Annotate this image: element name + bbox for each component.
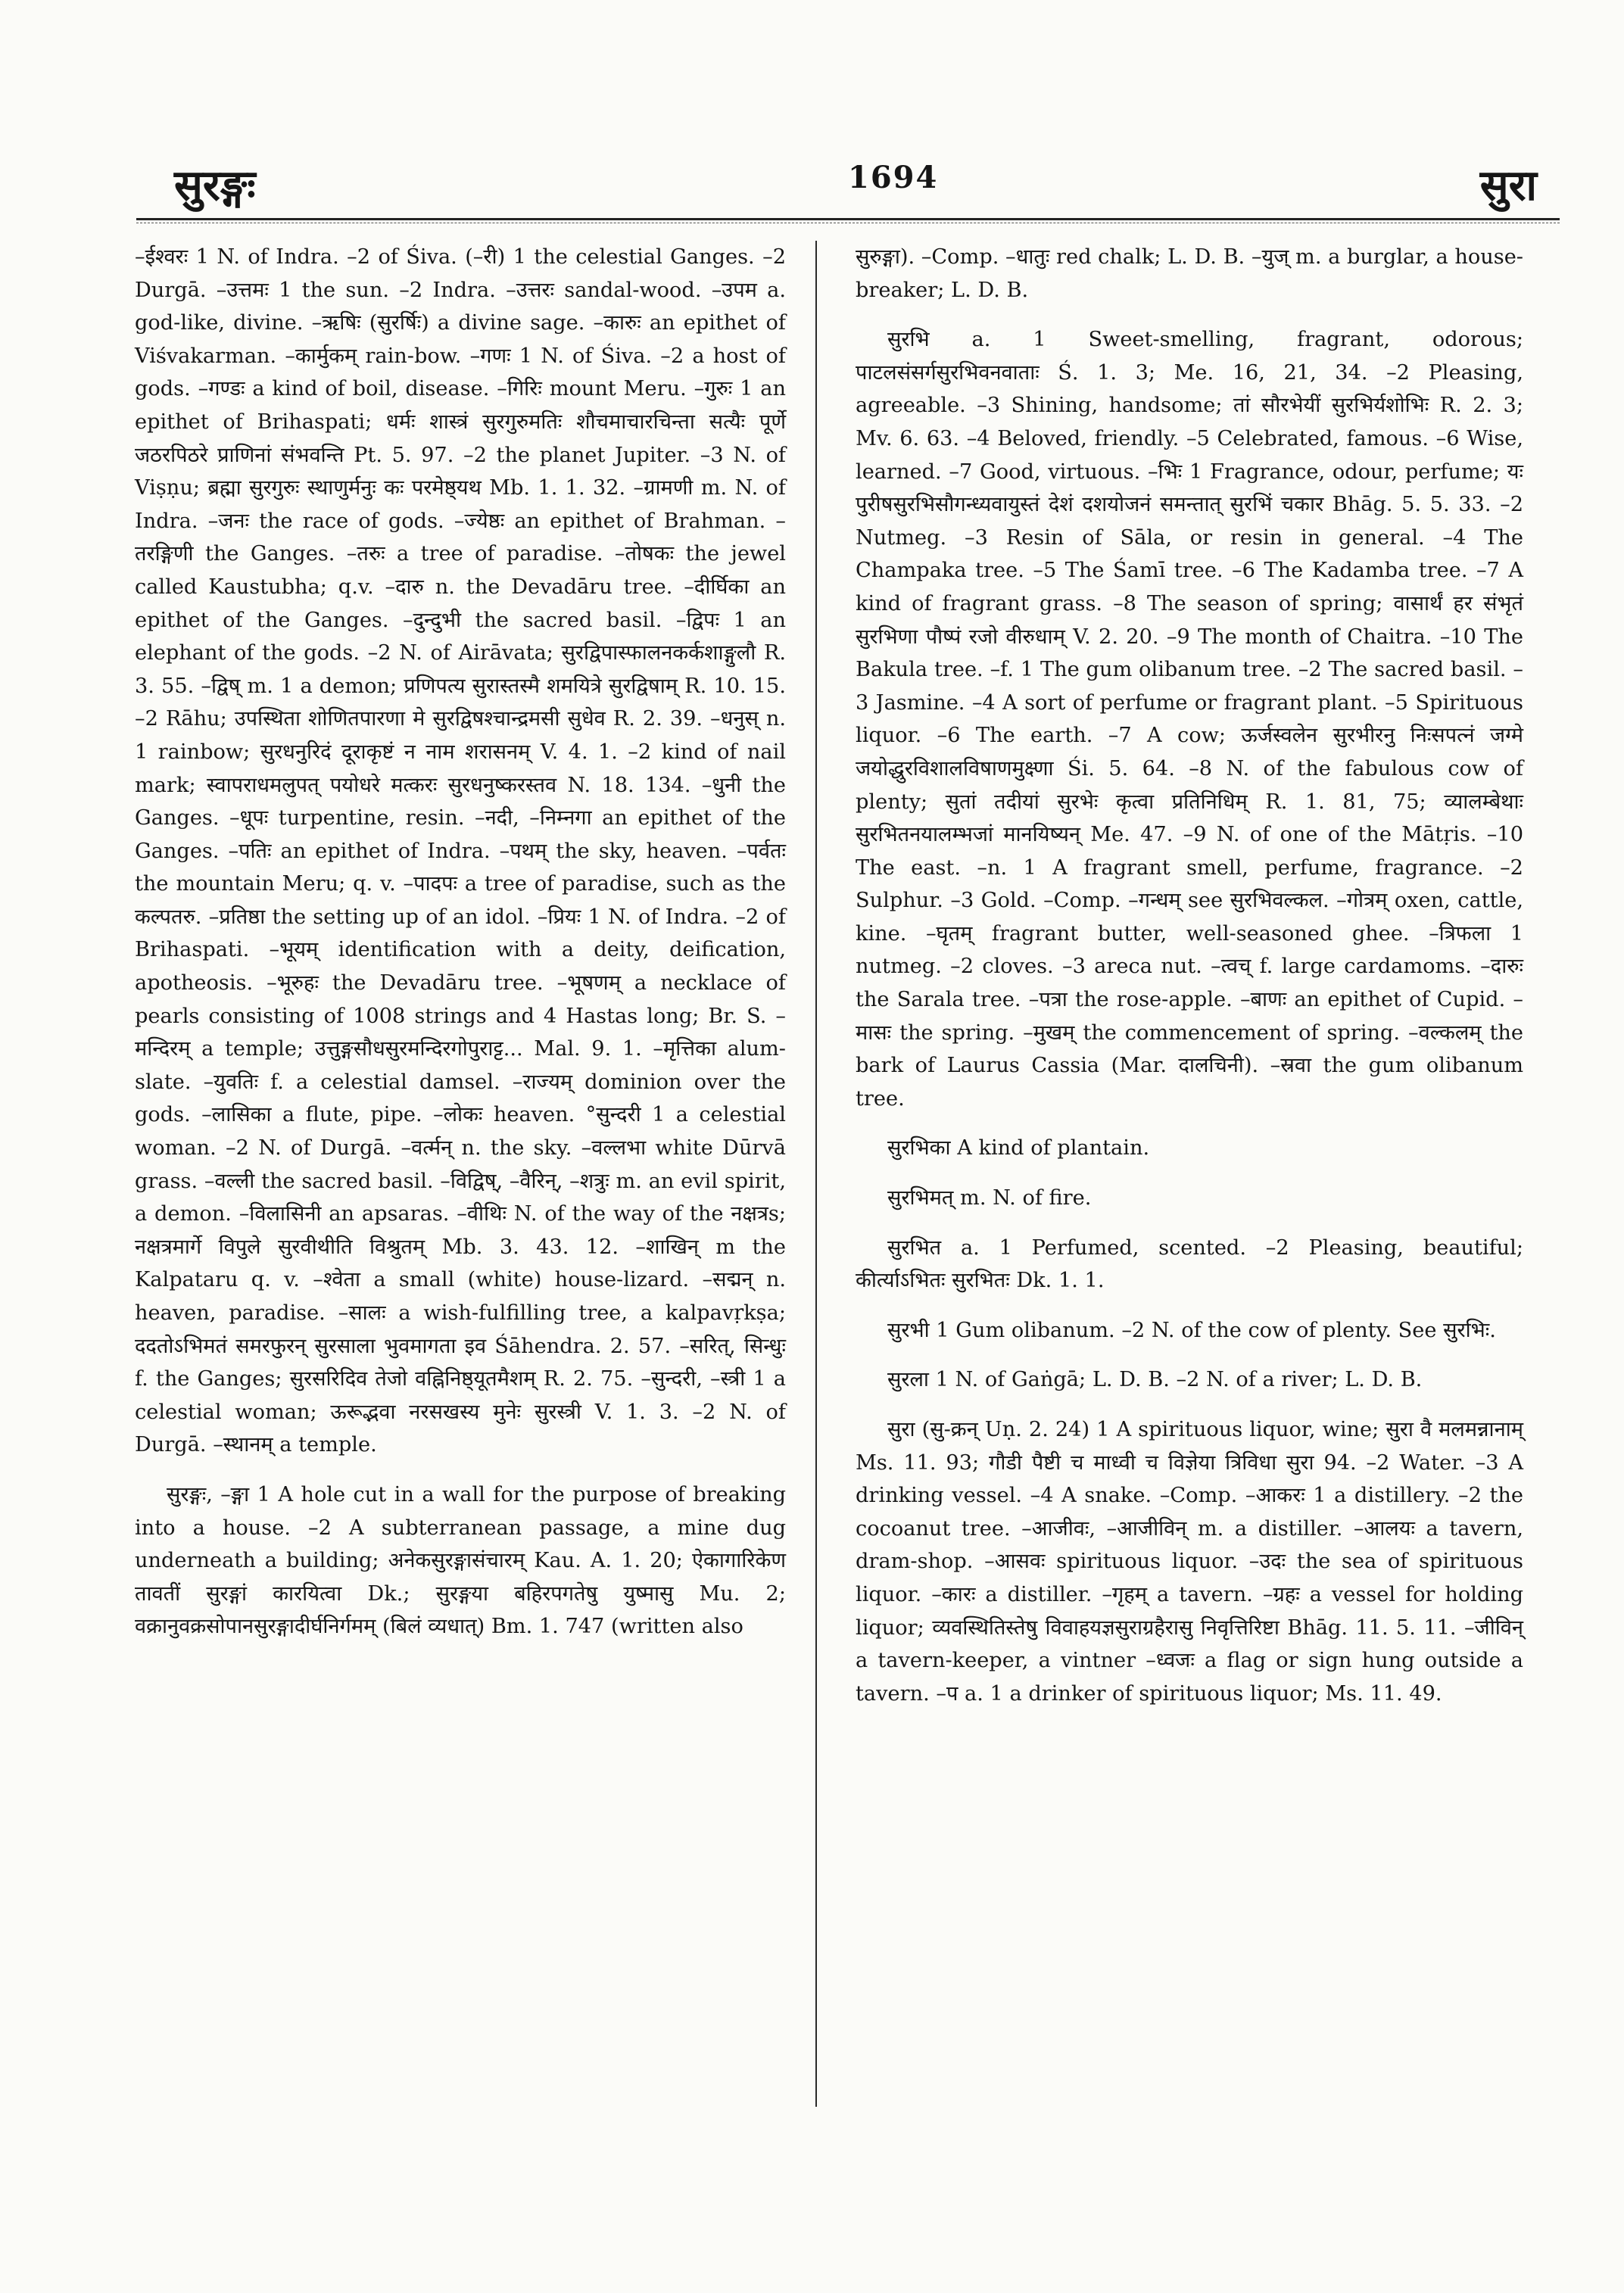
entry-surala: सुरला 1 N. of Gaṅgā; L. D. B. –2 N. of a river; L. D. B. (887, 1368, 1423, 1392)
entry-surabhi-f: सुरभी 1 Gum olibanum. –2 N. of the cow of plenty. See सुरभिः. (887, 1318, 1496, 1342)
entry-surunga-continued: सुरुङ्गा). –Comp. –धातुः red chalk; L. D. B. –युज् m. a burglar, a house-breaker; L. D. B. (856, 245, 1523, 302)
header-rule (136, 218, 1560, 223)
entry-sura: सुरा (सु-क्रन् Uṇ. 2. 24) 1 A spirituous liquor, wine; सुरा वै मलमन्नानाम् Ms. 11. 93; गौडी पैष्टी च माध्वी च विज्ञेया त्रिविधा सुरा 94. –2 Water. –3 A drinking vessel. –4 A snake. –Comp. –आकरः 1 a distillery. –2 the cocoanut tree. –आजीवः, –आजीविन् m. a distiller. –आलयः a tavern, dram-shop. –आसवः spirituous liquor. –उदः the sea of spirituous liquor. –कारः a distiller. –गृहम् a tavern. –ग्रहः a vessel for holding liquor; व्यवस्थितिस्तेषु विवाहयज्ञसुराग्रहैरासु निवृत्तिरिष्टा Bhāg. 11. 5. 11. –जीविन् a tavern-keeper, a vintner –ध्वजः a flag or sign hung outside a tavern. –प a. 1 a drinker of spirituous liquor; Ms. 11. 49. (856, 1418, 1523, 1706)
right-column (856, 241, 1523, 1710)
column-divider (815, 241, 817, 2107)
entry-surangah: सुरङ्गः, –ङ्गा 1 A hole cut in a wall for the purpose of breaking into a house. –2 A subterranean passage, a mine dug underneath a building; अनेकसुरङ्गासंचारम् Kau. A. 1. 20; ऐकागारिकेण तावतीं सुरङ्गां कारयित्वा Dk.; सुरङ्गया बहिरपगतेषु युष्मासु Mu. 2; वक्रानुवक्रसोपानसुरङ्गादीर्घनिर्गमम् (बिलं व्यधात्) Bm. 1. 747 (written also (135, 1482, 786, 1639)
entry-surabhimat: सुरभिमत् m. N. of fire. (887, 1186, 1092, 1210)
left-running-head: सुरङ्गः (174, 160, 256, 210)
page-header (121, 148, 1560, 216)
entry-surabhika: सुरभिका A kind of plantain. (887, 1136, 1150, 1161)
entry-sura-compounds: –ईश्वरः 1 N. of Indra. –2 of Śiva. (–री) 1 the celestial Ganges. –2 Durgā. –उत्तमः 1 the sun. –2 Indra. –उत्तरः sandal-wood. –उपम a. god-like, divine. –ऋषिः (सुरर्षिः) a divine sage. –कारुः an epithet of Viśvakarman. –कार्मुकम् rain-bow. –गणः 1 N. of Śiva. –2 a host of gods. –गण्डः a kind of boil, disease. –गिरिः mount Meru. –गुरुः 1 an epithet of Brihaspati; धर्मः शास्त्रं सुरगुरुमतिः शौचमाचारचिन्ता सत्यैः पूर्णे जठरपिठरे प्राणिनां संभवन्ति Pt. 5. 97. –2 the planet Jupiter. –3 N. of Viṣṇu; ब्रह्मा सुरगुरुः स्थाणुर्मनुः कः परमेष्ठ्यथ Mb. 1. 1. 32. –ग्रामणी m. N. of Indra. –जनः the race of gods. –ज्येष्ठः an epithet of Brahman. –तरङ्गिणी the Ganges. –तरुः a tree of paradise. –तोषकः the jewel called Kaustubha; q.v. –दारु n. the Devadāru tree. –दीर्घिका an epithet of the Ganges. –दुन्दुभी the sacred basil. –द्विपः 1 an elephant of the gods. –2 N. of Airāvata; सुरद्विपास्फालनकर्कशाङ्गुलौ R. 3. 55. –द्विष् m. 1 a demon; प्रणिपत्य सुरास्तस्मै शमयित्रे सुरद्विषाम् R. 10. 15. –2 Rāhu; उपस्थिता शोणितपारणा मे सुरद्विषश्चान्द्रमसी सुधेव R. 2. 39. –धनुस् n. 1 rainbow; सुरधनुरिदं दूराकृष्टं न नाम शरासनम् V. 4. 1. –2 kind of nail mark; स्वापराधमलुपत् पयोधरे मत्करः सुरधनुष्करस्तव N. 18. 134. –धुनी the Ganges. –धूपः turpentine, resin. –नदी, –निम्नगा an epithet of the Ganges. –पतिः an epithet of Indra. –पथम् the sky, heaven. –पर्वतः the mountain Meru; q. v. –पादपः a tree of paradise, such as the कल्पतरु. –प्रतिष्ठा the setting up of an idol. –प्रियः 1 N. of Indra. –2 of Brihaspati. –भूयम् identification with a deity, deification, apotheosis. –भूरुहः the Devadāru tree. –भूषणम् a necklace of pearls consisting of 1008 strings and 4 Hastas long; Br. S. –मन्दिरम् a temple; उत्तुङ्गसौधसुरमन्दिरगोपुराट्ट... Mal. 9. 1. –मृत्तिका alum-slate. –युवतिः f. a celestial damsel. –राज्यम् dominion over the gods. –लासिका a flute, pipe. –लोकः heaven. °सुन्दरी 1 a celestial woman. –2 N. of Durgā. –वर्त्मन् n. the sky. –वल्लभा white Dūrvā grass. –वल्ली the sacred basil. –विद्विष्, –वैरिन्, –शत्रुः m. an evil spirit, a demon. –विलासिनी an apsaras. –वीथिः N. of the way of the नक्षत्रs; नक्षत्रमार्गे विपुले सुरवीथीति विश्रुतम् Mb. 3. 43. 12. –शाखिन् m the Kalpataru q. v. –श्वेता a small (white) house-lizard. –सद्मन् n. heaven, paradise. –सालः a wish-fulfilling tree, a kalpavṛkṣa; ददतोऽभिमतं समरफुरन् सुरसाला भुवमागता इव Śāhendra. 2. 57. –सरित्, सिन्धुः f. the Ganges; सुरसरिदिव तेजो वह्निनिष्ठ्यूतमैशम् R. 2. 75. –सुन्दरी, –स्त्री 1 a celestial woman; ऊरूद्भवा नरसखस्य मुनेः सुरस्त्री V. 1. 3. –2 N. of Durgā. –स्थानम् a temple. (135, 245, 786, 1457)
page-number: 1694 (848, 160, 939, 195)
left-column (135, 241, 786, 1643)
entry-surabhita: सुरभित a. 1 Perfumed, scented. –2 Pleasing, beautiful; कीर्त्याऽभितः सुरभितः Dk. 1. 1. (856, 1235, 1523, 1293)
entry-surabhi: सुरभि a. 1 Sweet-smelling, fragrant, odorous; पाटलसंसर्गसुरभिवनवाताः Ś. 1. 3; Me. 16, 21, 34. –2 Pleasing, agreeable. –3 Shining, handsome; तां सौरभेयीं सुरभिर्यशोभिः R. 2. 3; Mv. 6. 63. –4 Beloved, friendly. –5 Celebrated, famous. –6 Wise, learned. –7 Good, virtuous. –भिः 1 Fragrance, odour, perfume; यः पुरीषसुरभिसौगन्ध्यवायुस्तं देशं दशयोजनं समन्तात् सुरभिं चकार Bhāg. 5. 5. 33. –2 Nutmeg. –3 Resin of Sāla, or resin in general. –4 The Champaka tree. –5 The Śamī tree. –6 The Kadamba tree. –7 A kind of fragrant grass. –8 The season of spring; वासार्थं हर संभृतं सुरभिणा पौष्पं रजो वीरुधाम् V. 2. 20. –9 The month of Chaitra. –10 The Bakula tree. –f. 1 The gum olibanum tree. –2 The sacred basil. –3 Jasmine. –4 A sort of perfume or fragrant plant. –5 Spirituous liquor. –6 The earth. –7 A cow; ऊर्जस्वलेन सुरभीरनु निःसपत्नं जग्मे जयोद्धुरविशालविषाणमुक्ष्णा Śi. 5. 64. –8 N. of the fabulous cow of plenty; सुतां तदीयां सुरभेः कृत्वा प्रतिनिधिम् R. 1. 81, 75; व्यालम्बेथाः सुरभितनयालम्भजां मानयिष्यन् Me. 47. –9 N. of one of the Mātṛis. –10 The east. –n. 1 A fragrant smell, perfume, fragrance. –2 Sulphur. –3 Gold. –Comp. –गन्धम् see सुरभिवल्कल. –गोत्रम् oxen, cattle, kine. –घृतम् fragrant butter, well-seasoned ghee. –त्रिफला 1 nutmeg. –2 cloves. –3 areca nut. –त्वच् f. large cardamoms. –दारुः the Sarala tree. –पत्रा the rose-apple. –बाणः an epithet of Cupid. –मासः the spring. –मुखम् the commencement of spring. –वल्कलम् the bark of Laurus Cassia (Mar. दालचिनी). –स्रवा the gum olibanum tree. (856, 328, 1523, 1111)
right-running-head: सुरा (1479, 160, 1537, 210)
